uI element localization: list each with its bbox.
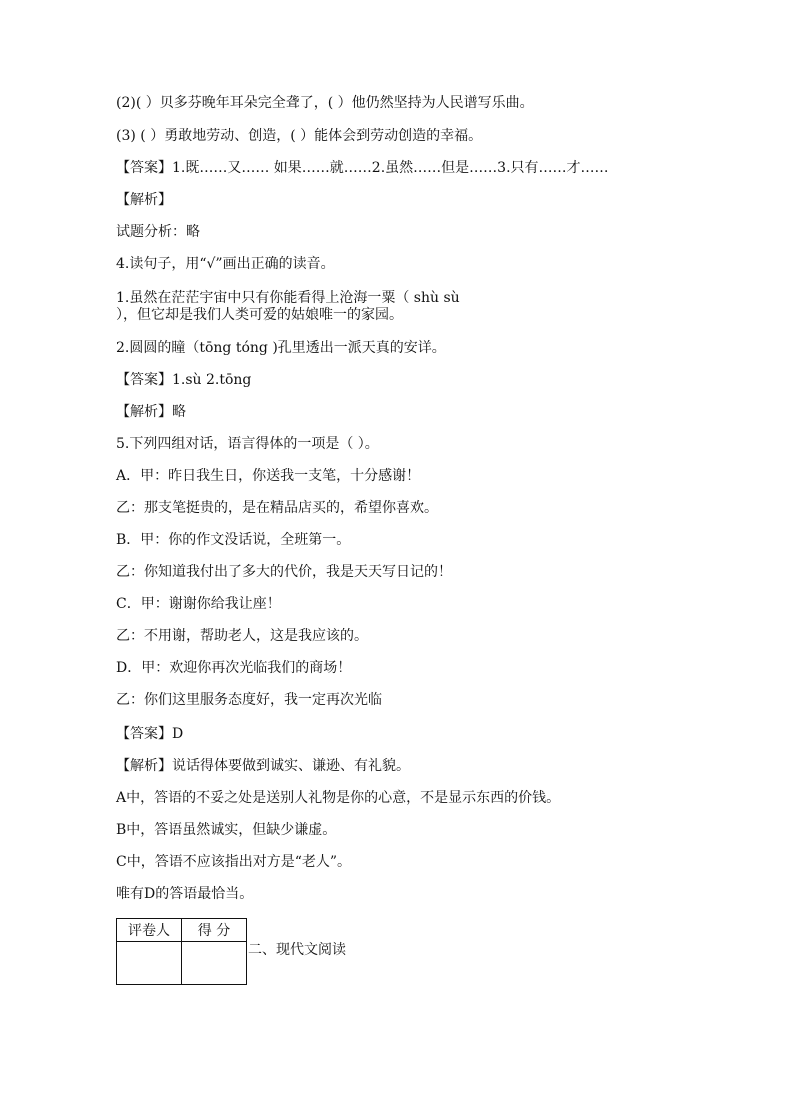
grader-header: 评卷人 xyxy=(117,919,182,942)
analysis-label: 【解析】 xyxy=(116,192,172,208)
score-header: 得 分 xyxy=(182,919,247,942)
score-table xyxy=(116,918,247,985)
score-cell xyxy=(182,942,247,985)
analysis-line: 【解析】说话得体要做到诚实、谦逊、有礼貌。 xyxy=(116,758,410,774)
analysis-line: 【解析】略 xyxy=(116,404,186,420)
option-b-line-2: 乙：你知道我付出了多大的代价，我是天天写日记的！ xyxy=(116,564,452,580)
fill-blank-question-2: (2)( ）贝多芬晚年耳朵完全聋了，( ）他仍然坚持为人民谱写乐曲。 xyxy=(116,95,534,111)
option-b-line-1: B．甲：你的作文没话说，全班第一。 xyxy=(116,532,351,548)
option-a-line-2: 乙：那支笔挺贵的，是在精品店买的，希望你喜欢。 xyxy=(116,500,438,516)
option-d-line-1: D．甲：欢迎你再次光临我们的商场！ xyxy=(116,660,352,676)
question-4-item-1-cont: ），但它却是我们人类可爱的姑娘唯一的家园。 xyxy=(116,307,403,323)
section-heading: 二、现代文阅读 xyxy=(248,942,346,958)
option-a-line-1: A．甲：昨日我生日，你送我一支笔，十分感谢！ xyxy=(116,468,421,484)
answer-line: 【答案】1.既……又…… 如果……就……2.虽然……但是……3.只有……才…… xyxy=(116,160,609,176)
fill-blank-question-3: (3) ( ）勇敢地劳动、创造，( ）能体会到劳动创造的幸福。 xyxy=(116,128,483,144)
option-c-line-2: 乙：不用谢，帮助老人，这是我应该的。 xyxy=(116,628,368,644)
question-4-item-2: 2.圆圆的瞳（tōng tóng )孔里透出一派天真的安详。 xyxy=(116,340,446,356)
grader-cell xyxy=(117,942,182,985)
analysis-conclusion: 唯有D的答语最恰当。 xyxy=(116,886,254,902)
answer-line: 【答案】D xyxy=(116,726,184,742)
question-4-item-1: 1.虽然在茫茫宇宙中只有你能看得上沧海一粟（ shù sù xyxy=(116,290,460,306)
analysis-c: C中，答语不应该指出对方是“老人”。 xyxy=(116,854,352,870)
answer-line: 【答案】1.sù 2.tōng xyxy=(116,372,252,388)
option-d-line-2: 乙：你们这里服务态度好，我一定再次光临 xyxy=(116,692,382,708)
analysis-b: B中，答语虽然诚实，但缺少谦虚。 xyxy=(116,822,337,838)
question-4-title: 4.读句子，用“√”画出正确的读音。 xyxy=(116,256,335,272)
analysis-a: A中，答语的不妥之处是送别人礼物是你的心意，不是显示东西的价钱。 xyxy=(116,790,561,806)
analysis-text: 试题分析：略 xyxy=(116,224,200,240)
question-5-title: 5.下列四组对话，语言得体的一项是（ ）。 xyxy=(116,436,379,452)
option-c-line-1: C．甲：谢谢你给我让座！ xyxy=(116,596,281,612)
